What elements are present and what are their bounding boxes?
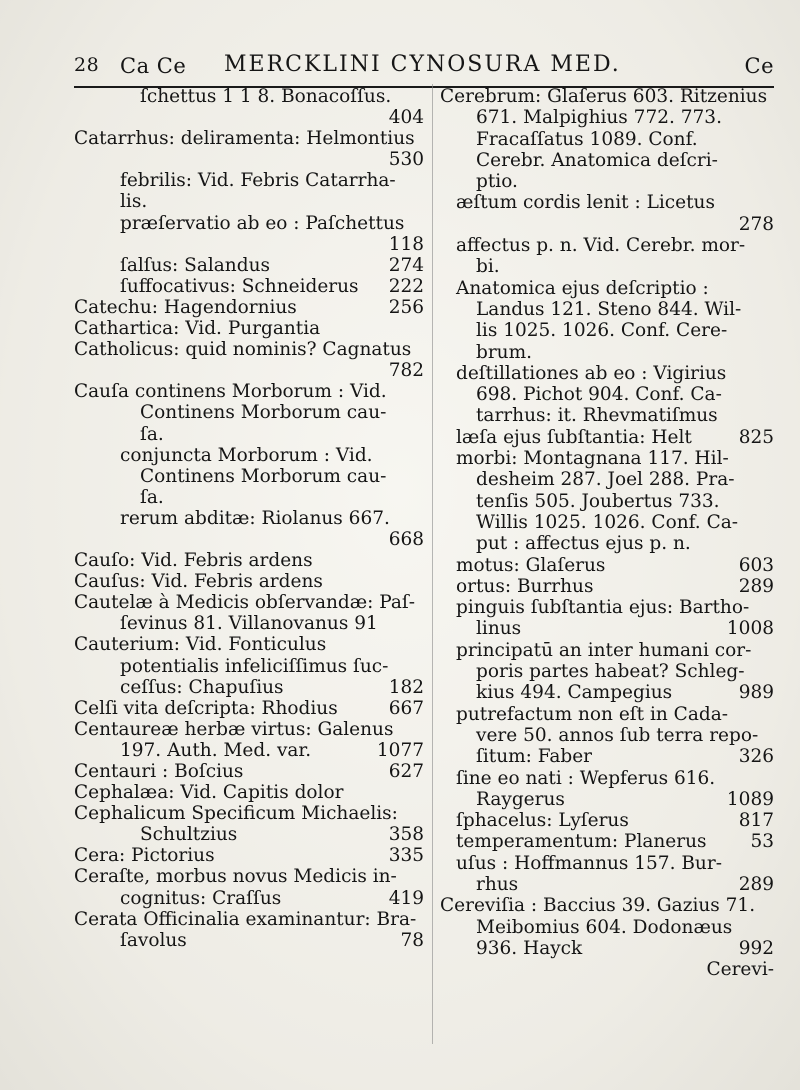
index-entry-line xyxy=(74,677,424,698)
index-entry-text: Cathartica: Vid. Purgantia xyxy=(74,318,321,340)
index-entry-line xyxy=(440,320,774,341)
index-entry-text: Centauri : Boſcius xyxy=(74,761,244,782)
index-entry-text: lis 1025. 1026. Conf. Cere- xyxy=(476,320,728,342)
index-entry-line xyxy=(440,256,774,277)
column-divider xyxy=(432,84,433,1044)
page-reference: 1008 xyxy=(726,618,774,640)
index-entry-line xyxy=(440,150,774,171)
index-entry-line xyxy=(440,576,774,597)
index-entry-text: Cauſo: Vid. Febris ardens xyxy=(74,550,313,572)
index-entry-text: lis. xyxy=(120,191,148,213)
index-entry-line xyxy=(74,213,424,234)
index-entry-text: tenſis 505. Joubertus 733. xyxy=(476,490,720,512)
index-entry-line xyxy=(74,866,424,887)
index-entry-text: tarrhus: it. Rhevmatiſmus xyxy=(476,405,718,427)
index-entry-line xyxy=(74,888,424,909)
index-entry-text: Cera: Pictorius xyxy=(74,845,215,867)
page-reference: 53 xyxy=(750,831,774,853)
page-reference: 668 xyxy=(388,528,424,550)
index-entry-line xyxy=(440,171,774,192)
right-index-column xyxy=(440,86,774,980)
index-entry-text: Fracaſſatus 1089. Conf. xyxy=(476,128,698,150)
index-entry-line xyxy=(440,192,774,213)
index-entry-text: principatū an inter humani cor- xyxy=(456,639,752,661)
index-entry-line xyxy=(440,107,774,128)
index-entry-text: Raygerus xyxy=(476,788,565,810)
index-entry-line xyxy=(74,909,424,930)
index-entry-line xyxy=(74,149,424,170)
index-entry-text: potentialis infeliciſſimus ſuc- xyxy=(120,655,389,677)
index-entry-text: Cerata Officinalia examinantur: Bra- xyxy=(74,908,417,930)
page-reference: 419 xyxy=(388,887,424,909)
index-entry-line xyxy=(440,555,774,576)
index-entry-text: Cereviſia : Baccius 39. Gazius 71. xyxy=(440,895,756,917)
index-entry-line xyxy=(74,276,424,297)
index-entry-text: Celſi vita deſcripta: Rhodius xyxy=(74,697,338,719)
index-entry-line xyxy=(74,170,424,191)
page-reference: 404 xyxy=(388,107,424,129)
index-entry-text: Anatomica ejus deſcriptio : xyxy=(456,277,709,299)
index-entry-text: pinguis ſubſtantia ejus: Bartho- xyxy=(456,597,750,619)
index-entry-text: motus: Glaſerus xyxy=(456,554,606,576)
page-reference: 992 xyxy=(738,937,774,959)
index-entry-line xyxy=(74,529,424,550)
index-entry-text: ſchettus 1 1 8. Bonacoſſus. xyxy=(140,86,392,107)
index-entry-line xyxy=(440,895,774,916)
index-entry-line xyxy=(440,874,774,895)
index-entry-line xyxy=(74,571,424,592)
page-reference: 782 xyxy=(388,360,424,382)
index-entry-line xyxy=(440,810,774,831)
index-entry-text: morbi: Montagnana 117. Hil- xyxy=(456,448,729,470)
index-entry-line xyxy=(440,704,774,725)
index-entry-text: læſa ejus ſubſtantia: Helt xyxy=(456,426,692,448)
page-reference: 603 xyxy=(738,554,774,576)
index-entry-text: Cerebr. Anatomica deſcri- xyxy=(476,149,718,171)
index-entry-text: desheim 287. Joel 288. Pra- xyxy=(476,469,735,491)
index-entry-line xyxy=(74,318,424,339)
page-reference: 530 xyxy=(388,149,424,171)
index-entry-line xyxy=(440,512,774,533)
index-entry-line xyxy=(440,214,774,235)
index-entry-line xyxy=(440,768,774,789)
index-entry-text: bi. xyxy=(476,256,500,278)
page-reference: 1089 xyxy=(726,788,774,810)
index-entry-line xyxy=(440,597,774,618)
index-entry-text: ſa. xyxy=(140,423,164,445)
header-right-letters: Ce xyxy=(744,54,774,78)
index-entry-line xyxy=(440,342,774,363)
index-entry-text: Cephalæa: Vid. Capitis dolor xyxy=(74,782,344,804)
index-entry-text: ſevinus 81. Villanovanus 91 xyxy=(120,613,378,635)
index-entry-line xyxy=(74,634,424,655)
index-entry-line xyxy=(74,824,424,845)
index-entry-line xyxy=(440,725,774,746)
page-reference: 222 xyxy=(388,275,424,297)
index-entry-line xyxy=(440,278,774,299)
page-reference: 817 xyxy=(738,810,774,832)
index-entry-text: 698. Pichot 904. Conf. Ca- xyxy=(476,384,722,406)
index-entry-text: Catholicus: quid nominis? Cagnatus xyxy=(74,339,412,361)
page-number: 28 xyxy=(74,54,100,76)
index-entry-text: Catechu: Hagendornius xyxy=(74,296,297,318)
running-header xyxy=(74,48,774,82)
index-entry-line xyxy=(74,466,424,487)
index-entry-text: ortus: Burrhus xyxy=(456,575,594,597)
page-reference: 256 xyxy=(388,296,424,318)
page-reference: 289 xyxy=(738,575,774,597)
index-entry-text: ſphacelus: Lyſerus xyxy=(456,810,629,832)
index-entry-line xyxy=(440,959,774,980)
page-reference: 326 xyxy=(738,746,774,768)
index-entry-text: Landus 121. Steno 844. Wil- xyxy=(476,298,742,320)
index-entry-text: Cauſus: Vid. Febris ardens xyxy=(74,571,323,593)
index-entry-line xyxy=(74,613,424,634)
index-entry-text: ptio. xyxy=(476,171,518,193)
index-entry-line xyxy=(440,640,774,661)
index-entry-line xyxy=(74,508,424,529)
page-reference: 278 xyxy=(738,213,774,235)
index-entry-text: ſuffocativus: Schneiderus xyxy=(120,275,359,297)
index-entry-line xyxy=(440,129,774,150)
index-entry-line xyxy=(440,533,774,554)
index-entry-text: deſtillationes ab eo : Vigirius xyxy=(456,362,727,384)
index-entry-line xyxy=(74,930,424,951)
index-entry-text: Catarrhus: deliramenta: Helmontius xyxy=(74,128,415,150)
index-entry-text: vere 50. annos ſub terra repo- xyxy=(476,724,759,746)
index-entry-line xyxy=(74,445,424,466)
index-entry-line xyxy=(74,191,424,212)
index-entry-line xyxy=(74,761,424,782)
index-entry-text: ſitum: Faber xyxy=(476,746,593,768)
index-entry-text: febrilis: Vid. Febris Catarrha- xyxy=(120,170,396,192)
index-entry-text: brum. xyxy=(476,341,533,363)
index-entry-line xyxy=(74,381,424,402)
index-entry-text: Cauſa continens Morborum : Vid. xyxy=(74,381,387,403)
index-entry-line xyxy=(440,917,774,938)
index-entry-text: affectus p. n. Vid. Cerebr. mor- xyxy=(456,235,746,257)
index-entry-line xyxy=(74,424,424,445)
index-entry-text: put : affectus ejus p. n. xyxy=(476,533,691,555)
index-entry-line xyxy=(74,550,424,571)
index-entry-text: ſa. xyxy=(140,486,164,508)
page-reference: 182 xyxy=(388,676,424,698)
index-entry-line xyxy=(440,938,774,959)
index-entry-line xyxy=(74,782,424,803)
index-entry-line xyxy=(74,297,424,318)
page-reference: 1077 xyxy=(376,739,424,761)
index-entry-text: ſavolus xyxy=(120,929,187,951)
index-entry-line xyxy=(440,831,774,852)
page-reference: Cerevi- xyxy=(706,959,774,981)
index-entry-text: cognitus: Craſſus xyxy=(120,887,282,909)
index-entry-line xyxy=(440,491,774,512)
index-entry-line xyxy=(440,448,774,469)
header-left-letters: Ca Ce xyxy=(120,54,187,78)
index-entry-line xyxy=(74,698,424,719)
index-entry-line xyxy=(440,853,774,874)
index-entry-line xyxy=(74,740,424,761)
index-entry-line xyxy=(74,402,424,423)
index-entry-line xyxy=(440,427,774,448)
index-entry-text: æſtum cordis lenit : Licetus xyxy=(456,192,715,214)
index-entry-line xyxy=(440,86,774,107)
index-entry-line xyxy=(440,235,774,256)
index-entry-text: rhus xyxy=(476,873,519,895)
index-entry-text: kius 494. Campegius xyxy=(476,682,673,704)
index-entry-line xyxy=(74,803,424,824)
index-entry-text: Continens Morborum cau- xyxy=(140,402,387,424)
index-entry-line xyxy=(74,255,424,276)
index-entry-text: Cephalicum Specificum Michaelis: xyxy=(74,803,398,825)
index-entry-text: Schultzius xyxy=(140,824,238,846)
index-entry-text: Cautelæ à Medicis obſervandæ: Paſ- xyxy=(74,592,415,614)
index-entry-text: conjuncta Morborum : Vid. xyxy=(120,444,373,466)
index-entry-line xyxy=(74,128,424,149)
index-entry-text: 671. Malpighius 772. 773. xyxy=(476,107,722,129)
index-entry-text: Centaureæ herbæ virtus: Galenus xyxy=(74,718,394,740)
index-entry-line xyxy=(74,86,424,107)
index-entry-text: temperamentum: Planerus xyxy=(456,831,707,853)
index-entry-line xyxy=(74,107,424,128)
index-entry-line xyxy=(440,789,774,810)
index-entry-line xyxy=(74,845,424,866)
index-entry-line xyxy=(74,339,424,360)
index-entry-text: putrefactum non eſt in Cada- xyxy=(456,703,728,725)
left-index-column xyxy=(74,86,424,951)
index-entry-line xyxy=(74,656,424,677)
page-reference: 667 xyxy=(388,697,424,719)
index-entry-text: præſervatio ab eo : Paſchettus xyxy=(120,212,405,234)
page-reference: 335 xyxy=(388,845,424,867)
page-reference: 78 xyxy=(400,929,424,951)
index-entry-text: Continens Morborum cau- xyxy=(140,465,387,487)
index-entry-text: Meibomius 604. Dodonæus xyxy=(476,916,733,938)
index-entry-line xyxy=(440,384,774,405)
page-reference: 825 xyxy=(738,426,774,448)
page-reference: 989 xyxy=(738,682,774,704)
index-entry-text: Cerebrum: Glaſerus 603. Ritzenius xyxy=(440,86,768,107)
index-entry-text: ſine eo nati : Wepferus 616. xyxy=(456,767,716,789)
index-entry-line xyxy=(440,661,774,682)
index-entry-line xyxy=(440,469,774,490)
index-entry-line xyxy=(440,363,774,384)
index-entry-text: Ceraſte, morbus novus Medicis in- xyxy=(74,866,397,888)
page-reference: 289 xyxy=(738,873,774,895)
index-entry-text: Willis 1025. 1026. Conf. Ca- xyxy=(476,511,739,533)
page-reference: 274 xyxy=(388,254,424,276)
index-entry-line xyxy=(74,719,424,740)
index-entry-line xyxy=(440,682,774,703)
index-entry-text: Cauterium: Vid. Fonticulus xyxy=(74,634,327,656)
index-entry-text: ceſſus: Chapuſius xyxy=(120,676,284,698)
index-entry-text: ſalſus: Salandus xyxy=(120,254,270,276)
index-entry-line xyxy=(440,405,774,426)
index-entry-line xyxy=(74,487,424,508)
index-entry-line xyxy=(74,234,424,255)
index-entry-text: 197. Auth. Med. var. xyxy=(120,739,312,761)
page-reference: 627 xyxy=(388,761,424,782)
page-reference: 358 xyxy=(388,824,424,846)
index-entry-text: rerum abditæ: Riolanus 667. xyxy=(120,507,390,529)
index-entry-text: linus xyxy=(476,618,522,640)
index-entry-line xyxy=(74,592,424,613)
index-entry-line xyxy=(74,360,424,381)
index-entry-text: uſus : Hoffmannus 157. Bur- xyxy=(456,852,722,874)
page-reference: 118 xyxy=(388,233,424,255)
page-title: MERCKLINI CYNOSURA MED. xyxy=(224,52,621,77)
index-entry-text: poris partes habeat? Schleg- xyxy=(476,661,745,683)
index-entry-line xyxy=(440,299,774,320)
index-entry-text: 936. Hayck xyxy=(476,937,583,959)
index-entry-line xyxy=(440,746,774,767)
index-entry-line xyxy=(440,618,774,639)
